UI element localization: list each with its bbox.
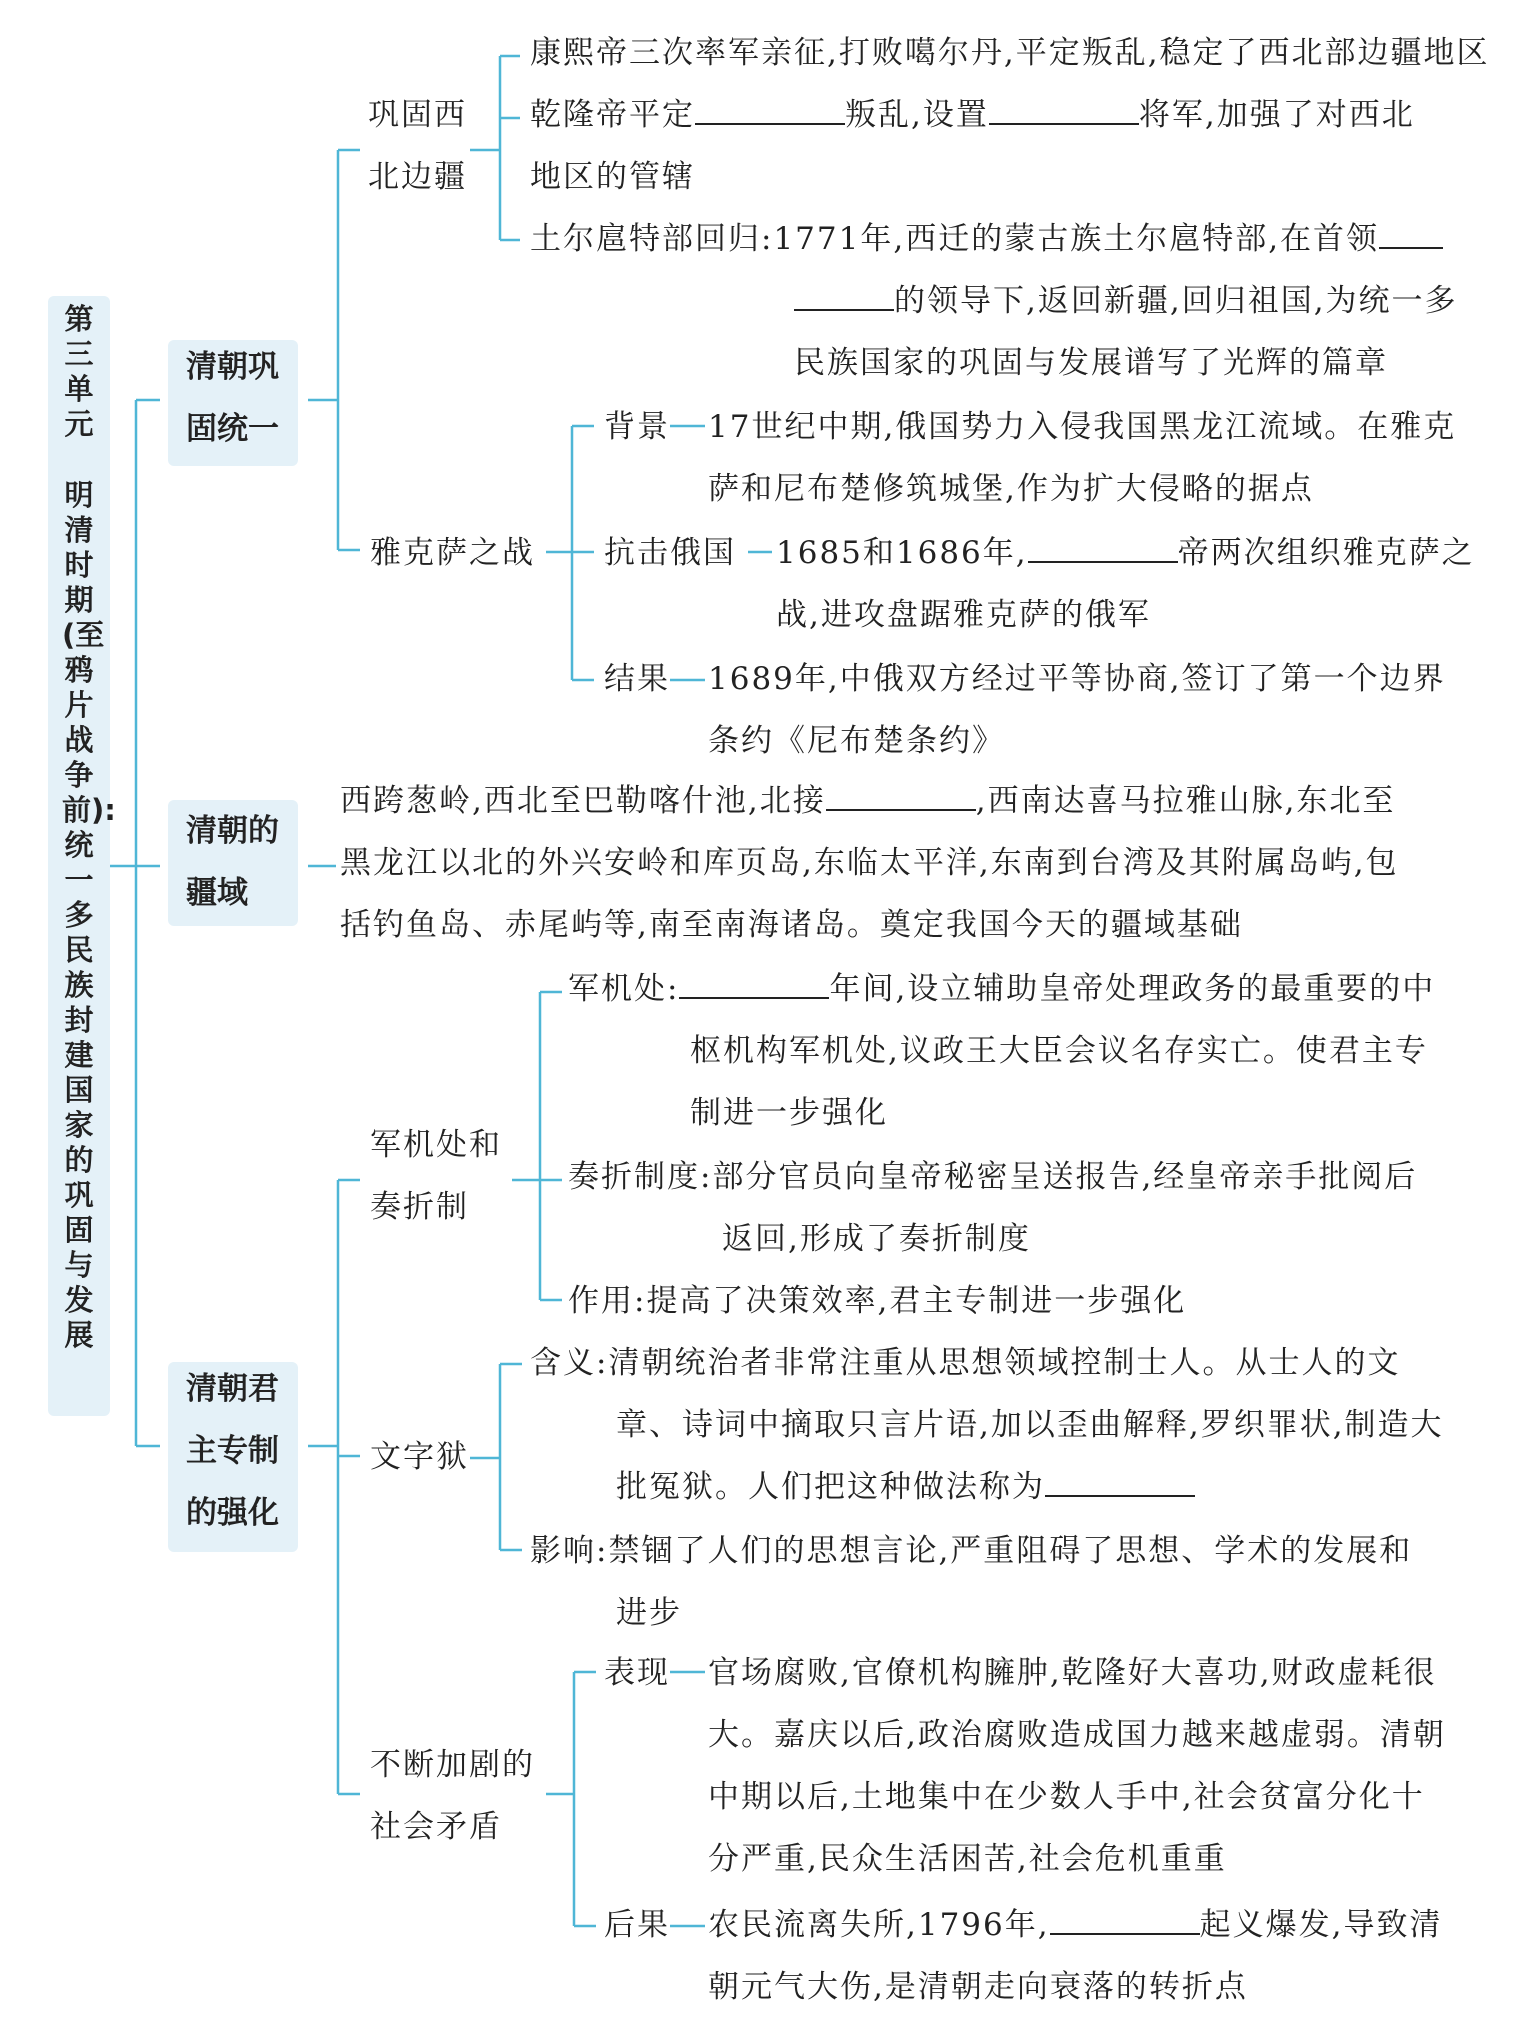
yaksa-label: 雅克萨之战 xyxy=(370,535,535,571)
yaksa-resist-line2: 战,进攻盘踞雅克萨的俄军 xyxy=(776,597,1151,633)
blank-rebellion[interactable] xyxy=(695,93,845,125)
yaksa-result-line1: 1689年,中俄双方经过平等协商,签订了第一个边界 xyxy=(708,661,1446,697)
consequence-label: 后果 xyxy=(604,1907,670,1943)
yaksa-resist-label: 抗击俄国 xyxy=(604,535,736,571)
blank-north[interactable] xyxy=(826,779,976,811)
council-label-2: 奏折制 xyxy=(370,1189,469,1225)
autocracy-label-2: 主专制 xyxy=(186,1433,279,1469)
yaksa-background-line2: 萨和尼布楚修筑城堡,作为扩大侵略的据点 xyxy=(708,471,1314,507)
junjichu-line2: 枢机构军机处,议政王大臣会议名存实亡。使君主专 xyxy=(690,1033,1428,1069)
blank-term[interactable] xyxy=(1045,1465,1195,1497)
junjichu-part1: 军机处: xyxy=(568,971,680,1007)
literary-connector xyxy=(470,1364,522,1550)
yaksa-background-line1: 17世纪中期,俄国势力入侵我国黑龙江流域。在雅克 xyxy=(708,409,1457,445)
resist-part1: 1685和1686年, xyxy=(776,535,1028,571)
memorial-line1: 奏折制度:部分官员向皇帝秘密呈送报告,经皇帝亲手批阅后 xyxy=(568,1159,1418,1195)
contradictions-label-2: 社会矛盾 xyxy=(370,1809,502,1845)
blank-uprising[interactable] xyxy=(1050,1903,1200,1935)
territory-line3: 括钓鱼岛、赤尾屿等,南至南海诸岛。奠定我国今天的疆域基础 xyxy=(340,907,1243,943)
manifest-label: 表现 xyxy=(604,1655,670,1691)
consequence-line1 xyxy=(708,1894,1442,1956)
blank-leader-a[interactable] xyxy=(1379,217,1443,249)
northwest-torghut-line2 xyxy=(794,270,1458,332)
territory-label-1: 清朝的 xyxy=(186,813,279,849)
yaksa-result-label: 结果 xyxy=(604,661,670,697)
autocracy-label-3: 的强化 xyxy=(186,1495,279,1531)
northwest-torghut-line3: 民族国家的巩固与发展谱写了光辉的篇章 xyxy=(794,345,1388,381)
junjichu-part2: 年间,设立辅助皇帝处理政务的最重要的中 xyxy=(829,971,1436,1007)
consequence-part2: 起义爆发,导致清 xyxy=(1199,1907,1443,1943)
territory-label-2: 疆域 xyxy=(186,875,248,911)
council-label-1: 军机处和 xyxy=(370,1127,502,1163)
manifest-line1: 官场腐败,官僚机构臃肿,乾隆好大喜功,财政虚耗很 xyxy=(708,1655,1437,1691)
contradictions-label-1: 不断加剧的 xyxy=(370,1747,535,1783)
yaksa-background-label: 背景 xyxy=(604,409,670,445)
autocracy-connector xyxy=(308,1180,360,1794)
root-title-top: 第三单元 xyxy=(64,302,94,441)
literary-meaning-line3 xyxy=(616,1456,1195,1518)
literary-meaning-line1: 含义:清朝统治者非常注重从思想领域控制士人。从士人的文 xyxy=(530,1345,1401,1381)
literary-impact-line1: 影响:禁锢了人们的思想言论,严重阻碍了思想、学术的发展和 xyxy=(530,1533,1413,1569)
territory-line2: 黑龙江以北的外兴安岭和库页岛,东临太平洋,东南到台湾及其附属岛屿,包 xyxy=(340,845,1399,881)
northwest-label-2: 北边疆 xyxy=(368,159,467,195)
consolidate-connector xyxy=(308,150,360,550)
manifest-line4: 分严重,民众生活困苦,社会危机重重 xyxy=(708,1841,1227,1877)
qianlong-part2: 叛乱,设置 xyxy=(845,97,989,133)
contradictions-connector xyxy=(546,1672,596,1926)
consolidate-label-2: 固统一 xyxy=(186,411,279,447)
northwest-connector xyxy=(470,56,520,240)
contradictions-dash xyxy=(670,1672,705,1926)
blank-leader-b[interactable] xyxy=(794,279,894,311)
literary-impact-line2: 进步 xyxy=(616,1595,682,1631)
territory-line1 xyxy=(340,770,1395,832)
yaksa-result-line2: 条约《尼布楚条约》 xyxy=(708,723,1005,759)
council-effect: 作用:提高了决策效率,君主专制进一步强化 xyxy=(568,1283,1187,1319)
yaksa-connector xyxy=(546,426,594,680)
torghut-line2: 的领导下,返回新疆,回归祖国,为统一多 xyxy=(894,283,1458,319)
consequence-line2: 朝元气大伤,是清朝走向衰落的转折点 xyxy=(708,1969,1248,2005)
autocracy-label-1: 清朝君 xyxy=(186,1371,279,1407)
northwest-kangxi: 康熙帝三次率军亲征,打败噶尔丹,平定叛乱,稳定了西北部边疆地区 xyxy=(530,35,1490,71)
memorial-line2: 返回,形成了奏折制度 xyxy=(722,1221,1031,1257)
consolidate-label-1: 清朝巩 xyxy=(186,349,279,385)
torghut-line1: 土尔扈特部回归:1771年,西迁的蒙古族土尔扈特部,在首领 xyxy=(530,221,1380,257)
root-connector xyxy=(108,400,160,1446)
blank-reign[interactable] xyxy=(679,967,829,999)
territory-part1: 西跨葱岭,西北至巴勒喀什池,北接 xyxy=(340,783,826,819)
meaning-line3-text: 批冤狱。人们把这种做法称为 xyxy=(616,1469,1045,1505)
consequence-part1: 农民流离失所,1796年, xyxy=(708,1907,1050,1943)
northwest-qianlong-line2: 地区的管辖 xyxy=(530,159,695,195)
junjichu-line1 xyxy=(568,958,1435,1020)
northwest-torghut-line1 xyxy=(530,208,1443,270)
yaksa-resist-line1 xyxy=(776,522,1475,584)
junjichu-line3: 制进一步强化 xyxy=(690,1095,888,1131)
council-connector xyxy=(512,992,562,1300)
root-title-bottom: 明清时期(至鸦片战争前):统一多民族封建国家的巩固与发展 xyxy=(62,478,116,1352)
northwest-qianlong xyxy=(530,84,1415,146)
blank-emperor[interactable] xyxy=(1028,531,1178,563)
manifest-line3: 中期以后,土地集中在少数人手中,社会贫富分化十 xyxy=(708,1779,1425,1815)
literary-label: 文字狱 xyxy=(370,1439,469,1475)
literary-meaning-line2: 章、诗词中摘取只言片语,加以歪曲解释,罗织罪状,制造大 xyxy=(616,1407,1444,1443)
qianlong-part1: 乾隆帝平定 xyxy=(530,97,695,133)
qianlong-part3: 将军,加强了对西北 xyxy=(1138,97,1415,133)
territory-part2: ,西南达喜马拉雅山脉,东北至 xyxy=(975,783,1396,819)
northwest-label-1: 巩固西 xyxy=(368,97,467,133)
resist-part2: 帝两次组织雅克萨之 xyxy=(1177,535,1475,571)
blank-general[interactable] xyxy=(989,93,1139,125)
manifest-line2: 大。嘉庆以后,政治腐败造成国力越来越虚弱。清朝 xyxy=(708,1717,1446,1753)
